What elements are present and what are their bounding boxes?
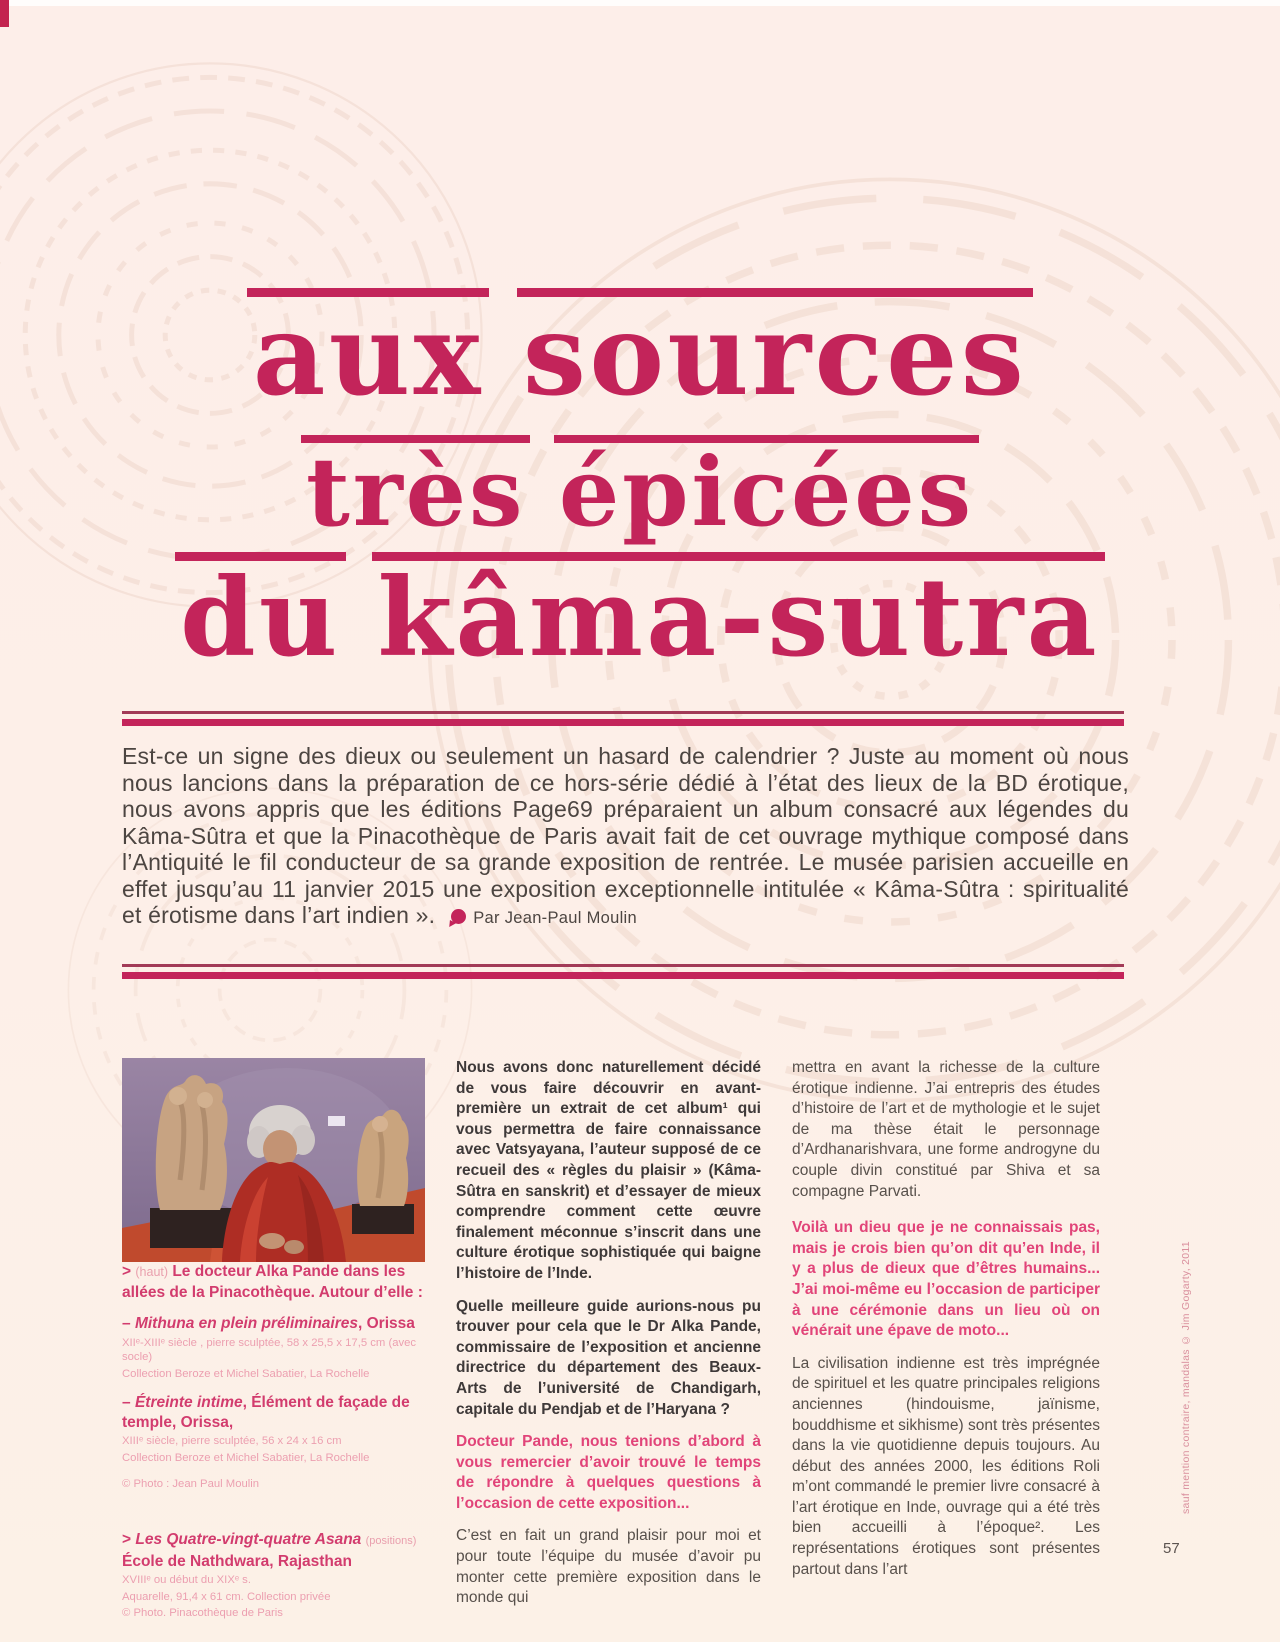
intro-text: Est-ce un signe des dieux ou seulement un hasard de calendrier ? Juste au moment où nous nous lancions dans la préparation de ce hors-série dédié à l’état des lieux de la BD érotique, nous avons appris que les éditions Page69 préparaient un album consacré aux légendes du Kâma-Sûtra et que la Pinacothèque de Paris avait fait de cet ouvrage mythique composé dans l’Antiquité le fil conducteur de sa grande exposition de rentrée. Le musée parisien accueille en effet jusqu’au 11 janvier 2015 une exposition exceptionnelle intitulée « Kâma-Sûtra : spiritualité et érotisme dans l’art indien ». bbox=[122, 743, 1129, 928]
photo-alka-pande bbox=[122, 1058, 425, 1262]
page-top-edge bbox=[0, 0, 1280, 6]
left-column bbox=[122, 1058, 425, 1633]
artwork-collection: Collection Beroze et Michel Sabatier, La Rochelle bbox=[122, 1367, 370, 1380]
page-title bbox=[0, 288, 1280, 682]
interview-question: Docteur Pande, nous tenions d’abord à vous remercier d’avoir trouvé le temps de répondre à quelques questions à l’occasion de cette exposition... bbox=[456, 1433, 761, 1512]
artwork-title: Les Quatre-vingt-quatre Asana bbox=[135, 1531, 362, 1549]
artwork-detail: Aquarelle, 91,4 x 61 cm. Collection privée bbox=[122, 1590, 331, 1603]
artwork-title-rest: , Élément de façade de temple, Orissa, bbox=[122, 1394, 410, 1431]
title-word: très bbox=[301, 435, 530, 542]
photo-credit: © Photo. Pinacothèque de Paris bbox=[122, 1607, 283, 1620]
divider-rule-top bbox=[122, 711, 1124, 726]
artwork-title: Étreinte intime bbox=[134, 1394, 243, 1412]
artwork-school: École de Nathdwara, Rajasthan bbox=[122, 1552, 352, 1570]
photo-credit: © Photo : Jean Paul Moulin bbox=[122, 1478, 260, 1491]
interview-answer: La civilisation indienne est très imprégnée de spirituel et les quatre principales religions anciennes (hindouisme, jaïnisme, bouddhisme et sikhisme) sont très présentes dans la vie quotidienne depuis toujours. Au début des années 2000, les éditions Roli m’ont commandé le premier livre consacré à l’art érotique en Inde, ouvrage qui a été très bien accueilli à l’époque². Les représentations érotiques sont présentes partout dans l’art bbox=[792, 1354, 1100, 1578]
caption-dash: – bbox=[122, 1394, 135, 1412]
artwork-detail: XIIᵉ-XIIIᵉ siècle , pierre sculptée, 58 x 25,5 x 17,5 cm (avec socle) bbox=[122, 1336, 417, 1364]
artwork-title: Mithuna en plein préliminaires bbox=[134, 1315, 359, 1332]
caption-text: Le docteur Alka Pande dans les allées de la Pinacothèque. Autour d’elle : bbox=[122, 1263, 423, 1301]
artwork-title-rest: , Orissa bbox=[358, 1315, 415, 1332]
title-line-2 bbox=[0, 435, 1280, 549]
rule-thick-line bbox=[122, 719, 1124, 726]
intro-paragraph bbox=[122, 743, 1129, 932]
caption-marker: > bbox=[122, 1531, 136, 1549]
caption-spacer bbox=[122, 1504, 425, 1530]
caption-marker: > bbox=[122, 1263, 132, 1280]
artwork-collection: Collection Beroze et Michel Sabatier, La Rochelle bbox=[122, 1451, 370, 1464]
article-paragraph: Nous avons donc naturellement décidé de vous faire découvrir en avant-première un extrait de cet album¹ qui vous permettra de faire connaissance avec Vatsyayana, l’auteur supposé de ce recueil des « règles du plaisir » (Kâma-Sûtra en sanskrit) et d’essayer de mieux comprendre comment cette œuvre finalement méconnue s’inscrit dans une culture érotique sophistiquée qui baigne l’histoire de l’Inde. bbox=[456, 1059, 761, 1282]
photo-caption-header bbox=[122, 1262, 425, 1302]
artwork-detail: XVIIIᵉ ou début du XIXᵉ s. bbox=[122, 1574, 251, 1587]
title-line-1 bbox=[0, 288, 1280, 422]
title-word: kâma-sutra bbox=[372, 552, 1105, 673]
rule-thick-line bbox=[122, 972, 1124, 979]
artwork-detail: XIIIᵉ siècle, pierre sculptée, 56 x 24 x 16 cm bbox=[122, 1435, 342, 1448]
caption-paren: (positions) bbox=[365, 1535, 417, 1548]
title-word: du bbox=[175, 552, 346, 673]
page-number: 57 bbox=[1163, 1540, 1180, 1557]
middle-column bbox=[456, 1058, 761, 1633]
caption-item-mithuna bbox=[122, 1314, 425, 1381]
caption-paren: (haut) bbox=[135, 1265, 169, 1279]
corner-red-mark bbox=[0, 0, 9, 27]
caption-item-asana bbox=[122, 1530, 425, 1621]
title-word: aux bbox=[247, 288, 489, 413]
interview-question: Voilà un dieu que je ne connaissais pas, mais je crois bien qu’on dit qu’en Inde, il y a plus de dieux que d’êtres humains... J’ai moi-même eu l’occasion de participer à une cérémonie dans un lieu où on vénérait une épave de moto... bbox=[792, 1219, 1100, 1340]
byline: Par Jean-Paul Moulin bbox=[473, 909, 637, 927]
title-line-3 bbox=[0, 552, 1280, 682]
interview-answer: mettra en avant la richesse de la culture érotique indienne. J’ai entrepris des études d’histoire de l’art et de mythologie et le sujet de ma thèse était le personnage d’Ardhanarishvara, une forme androgyne du couple divin constitué par Shiva et sa compagne Parvati. bbox=[792, 1059, 1100, 1200]
caption-dash: – bbox=[122, 1315, 135, 1332]
divider-rule-bottom bbox=[122, 964, 1124, 979]
right-column bbox=[792, 1058, 1100, 1633]
title-word: épicées bbox=[554, 435, 979, 542]
interview-answer: C’est en fait un grand plaisir pour moi et pour toute l’équipe du musée d’avoir pu monter cette première exposition dans le monde qui bbox=[456, 1527, 761, 1607]
caption-item-etreinte bbox=[122, 1393, 425, 1465]
title-word: sources bbox=[517, 288, 1032, 413]
vertical-copyright-credit: sauf mention contraire, mandalas © Jim Gogarty, 2011 bbox=[1180, 1241, 1192, 1514]
speech-bubble-icon bbox=[451, 909, 466, 924]
article-columns bbox=[122, 1058, 1100, 1633]
rule-thin-line bbox=[122, 964, 1124, 967]
article-paragraph: Quelle meilleure guide aurions-nous pu trouver pour cela que le Dr Alka Pande, commissaire de l’exposition et ancienne directrice du département des Beaux-Arts de l’université de Chandigarh, capitale du Pendjab et de l’Haryana ? bbox=[456, 1297, 761, 1418]
rule-thin-line bbox=[122, 711, 1124, 714]
photo-illustration bbox=[122, 1058, 425, 1262]
